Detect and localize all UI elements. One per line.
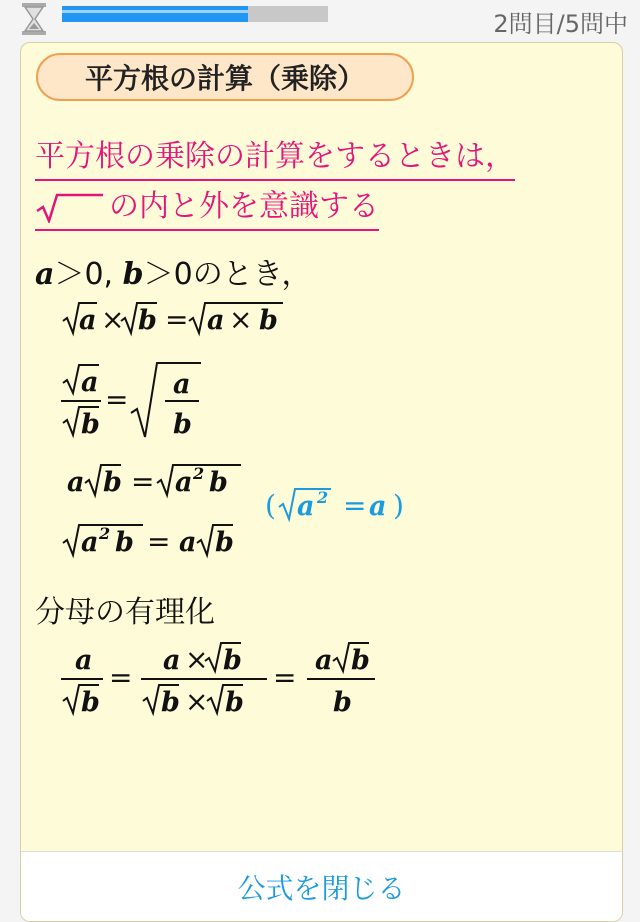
formula-title: 平方根の計算（乗除）: [36, 53, 414, 101]
formula-rationalize: [61, 639, 401, 719]
formula-panel: [20, 42, 623, 922]
top-bar: [0, 0, 640, 40]
svg-text:2: 2: [193, 464, 205, 483]
tip-line-1: 平方根の乗除の計算をするときは，: [35, 131, 515, 181]
svg-text:a: a: [369, 491, 387, 522]
svg-text:b: b: [115, 527, 134, 558]
progress-bar: [62, 6, 328, 22]
sqrt-symbol-icon: [35, 193, 105, 223]
progress-fill: [62, 6, 248, 22]
svg-text:=: =: [131, 465, 155, 498]
svg-text:a: a: [163, 645, 181, 676]
formula-move-outside: [61, 519, 261, 561]
svg-text:=: =: [165, 303, 189, 336]
svg-text:a: a: [179, 527, 197, 558]
svg-text:b: b: [81, 687, 100, 718]
close-formula-label: 公式を閉じる: [237, 871, 406, 905]
svg-text:b: b: [223, 645, 242, 676]
svg-text:): ): [393, 489, 404, 522]
svg-text:a: a: [81, 527, 99, 558]
svg-text:b: b: [209, 467, 228, 498]
formula-note: [265, 483, 425, 525]
tip-line-2-text: の内と外を意識する: [109, 189, 379, 224]
svg-text:×: ×: [229, 303, 253, 336]
svg-text:(: (: [265, 489, 276, 522]
svg-text:=: =: [105, 383, 129, 416]
svg-text:b: b: [173, 409, 192, 440]
svg-text:b: b: [81, 409, 100, 440]
svg-text:=: =: [109, 661, 133, 694]
svg-text:=: =: [273, 661, 297, 694]
svg-text:b: b: [138, 305, 157, 336]
hourglass-icon: [20, 2, 48, 36]
svg-text:2: 2: [99, 524, 111, 543]
question-counter: 2問目/5問中: [493, 10, 628, 38]
svg-text:2: 2: [317, 488, 329, 507]
condition-line: a＞0, b＞0のとき，: [35, 257, 312, 292]
tip-line-2: [35, 181, 379, 231]
svg-text:×: ×: [185, 685, 209, 718]
svg-text:b: b: [215, 527, 234, 558]
svg-text:b: b: [161, 687, 180, 718]
formula-move-inside: [61, 459, 261, 501]
svg-text:b: b: [103, 467, 122, 498]
svg-text:a: a: [315, 645, 333, 676]
svg-text:×: ×: [185, 643, 209, 676]
svg-text:×: ×: [101, 303, 125, 336]
formula-product-rule: [61, 297, 341, 337]
svg-text:a: a: [173, 369, 191, 400]
svg-text:b: b: [225, 687, 244, 718]
svg-text:=: =: [147, 525, 171, 558]
close-formula-button[interactable]: [21, 851, 622, 921]
svg-text:a: a: [81, 367, 99, 398]
svg-text:b: b: [333, 687, 352, 718]
svg-text:a: a: [79, 305, 97, 336]
svg-text:b: b: [351, 645, 370, 676]
svg-text:b: b: [259, 305, 278, 336]
svg-text:a: a: [207, 305, 225, 336]
svg-text:a: a: [67, 467, 85, 498]
svg-text:a: a: [297, 491, 315, 522]
svg-text:a: a: [175, 467, 193, 498]
svg-text:a: a: [75, 645, 93, 676]
rationalize-heading: 分母の有理化: [35, 595, 215, 630]
svg-text:=: =: [343, 489, 367, 522]
formula-quotient-rule: [61, 361, 241, 441]
